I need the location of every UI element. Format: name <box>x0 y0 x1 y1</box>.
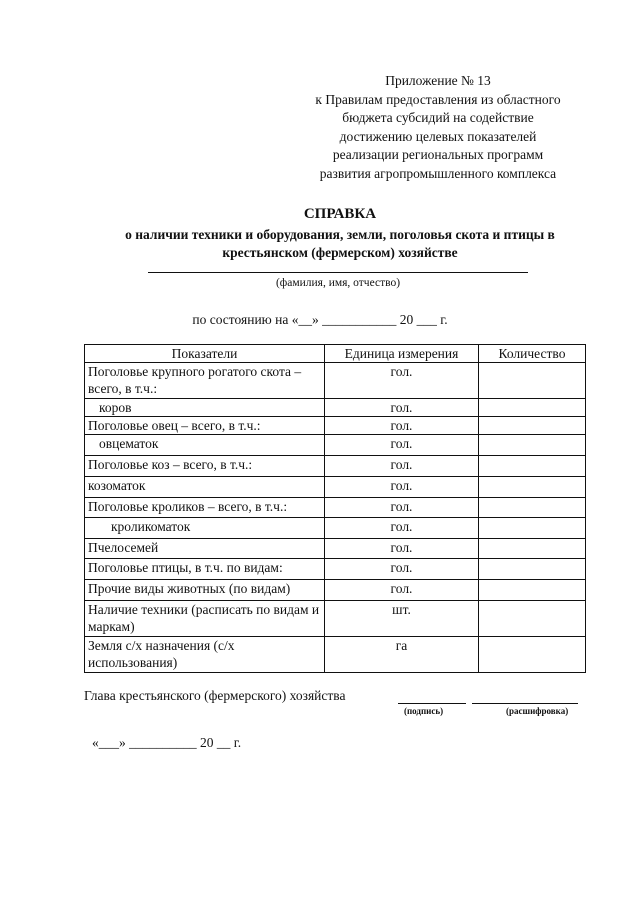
decode-caption: (расшифровка) <box>506 706 569 716</box>
quantity-cell[interactable] <box>479 477 586 498</box>
subtitle-line: о наличии техники и оборудования, земли, поголовья скота и птицы в <box>125 227 555 242</box>
table-row <box>85 518 586 539</box>
signature-label: Глава крестьянского (фермерского) хозяйства <box>84 688 346 703</box>
unit-cell: гол. <box>325 456 479 477</box>
indicator-cell: Наличие техники (расписать по видам и маркам) <box>85 601 325 637</box>
unit-cell: гол. <box>325 539 479 559</box>
name-fill-line[interactable] <box>148 272 528 273</box>
indicator-cell: овцематок <box>85 435 325 456</box>
date-line: «___» __________ 20 __ г. <box>92 735 242 750</box>
indicator-cell: кроликоматок <box>85 518 325 539</box>
table-row <box>85 580 586 601</box>
quantity-cell[interactable] <box>479 363 586 399</box>
unit-cell: гол. <box>325 435 479 456</box>
decode-fill-line[interactable] <box>472 703 578 704</box>
indicator-cell: Поголовье птицы, в т.ч. по видам: <box>85 559 325 580</box>
document-title: СПРАВКА <box>303 206 377 222</box>
appendix-line: развития агропромышленного комплекса <box>319 165 557 181</box>
unit-cell: гол. <box>325 498 479 518</box>
appendix-line: реализации региональных программ <box>332 147 544 162</box>
header-unit: Единица измерения <box>325 345 479 363</box>
name-caption: (фамилия, имя, отчество) <box>275 277 401 289</box>
unit-cell: гол. <box>325 518 479 539</box>
quantity-cell[interactable] <box>479 456 586 477</box>
indicator-cell: козоматок <box>85 477 325 498</box>
indicator-cell: коров <box>85 399 325 417</box>
unit-cell: га <box>325 637 479 673</box>
table-row <box>85 456 586 477</box>
unit-cell: гол. <box>325 580 479 601</box>
unit-cell: гол. <box>325 559 479 580</box>
indicator-cell: Поголовье крупного рогатого скота – всего, в т.ч.: <box>85 363 325 399</box>
quantity-cell[interactable] <box>479 601 586 637</box>
quantity-cell[interactable] <box>479 435 586 456</box>
subtitle-line: крестьянском (фермерском) хозяйстве <box>222 245 458 260</box>
signature-fill-line[interactable] <box>398 703 466 704</box>
table-row <box>85 477 586 498</box>
unit-cell: гол. <box>325 363 479 399</box>
quantity-cell[interactable] <box>479 417 586 435</box>
table-header-row <box>85 345 586 363</box>
table-row <box>85 435 586 456</box>
table-row <box>85 601 586 637</box>
header-indicators: Показатели <box>85 345 325 363</box>
quantity-cell[interactable] <box>479 498 586 518</box>
unit-cell: гол. <box>325 477 479 498</box>
indicators-table <box>84 344 586 673</box>
unit-cell: гол. <box>325 399 479 417</box>
table-row <box>85 539 586 559</box>
indicator-cell: Прочие виды животных (по видам) <box>85 580 325 601</box>
table-row <box>85 399 586 417</box>
indicator-cell: Поголовье овец – всего, в т.ч.: <box>85 417 325 435</box>
indicator-cell: Пчелосемей <box>85 539 325 559</box>
appendix-line: достижению целевых показателей <box>339 128 537 144</box>
quantity-cell[interactable] <box>479 539 586 559</box>
table-row <box>85 559 586 580</box>
appendix-header <box>290 72 586 183</box>
quantity-cell[interactable] <box>479 580 586 601</box>
indicator-cell: Земля с/х назначения (с/х использования) <box>85 637 325 673</box>
as-of-date-line: по состоянию на «__» ___________ 20 ___ г. <box>192 312 448 327</box>
indicator-cell: Поголовье кроликов – всего, в т.ч.: <box>85 498 325 518</box>
table-row <box>85 637 586 673</box>
indicator-cell: Поголовье коз – всего, в т.ч.: <box>85 456 325 477</box>
quantity-cell[interactable] <box>479 559 586 580</box>
unit-cell: шт. <box>325 601 479 637</box>
quantity-cell[interactable] <box>479 518 586 539</box>
quantity-cell[interactable] <box>479 637 586 673</box>
appendix-line: бюджета субсидий на содействие <box>342 110 534 125</box>
unit-cell: гол. <box>325 417 479 435</box>
signature-caption: (подпись) <box>404 706 444 716</box>
table-row <box>85 498 586 518</box>
appendix-line: Приложение № 13 <box>385 73 491 88</box>
quantity-cell[interactable] <box>479 399 586 417</box>
document-subtitle <box>60 226 620 262</box>
table-row <box>85 363 586 399</box>
appendix-line: к Правилам предоставления из областного <box>315 91 561 107</box>
table-row <box>85 417 586 435</box>
header-quantity: Количество <box>479 345 586 363</box>
